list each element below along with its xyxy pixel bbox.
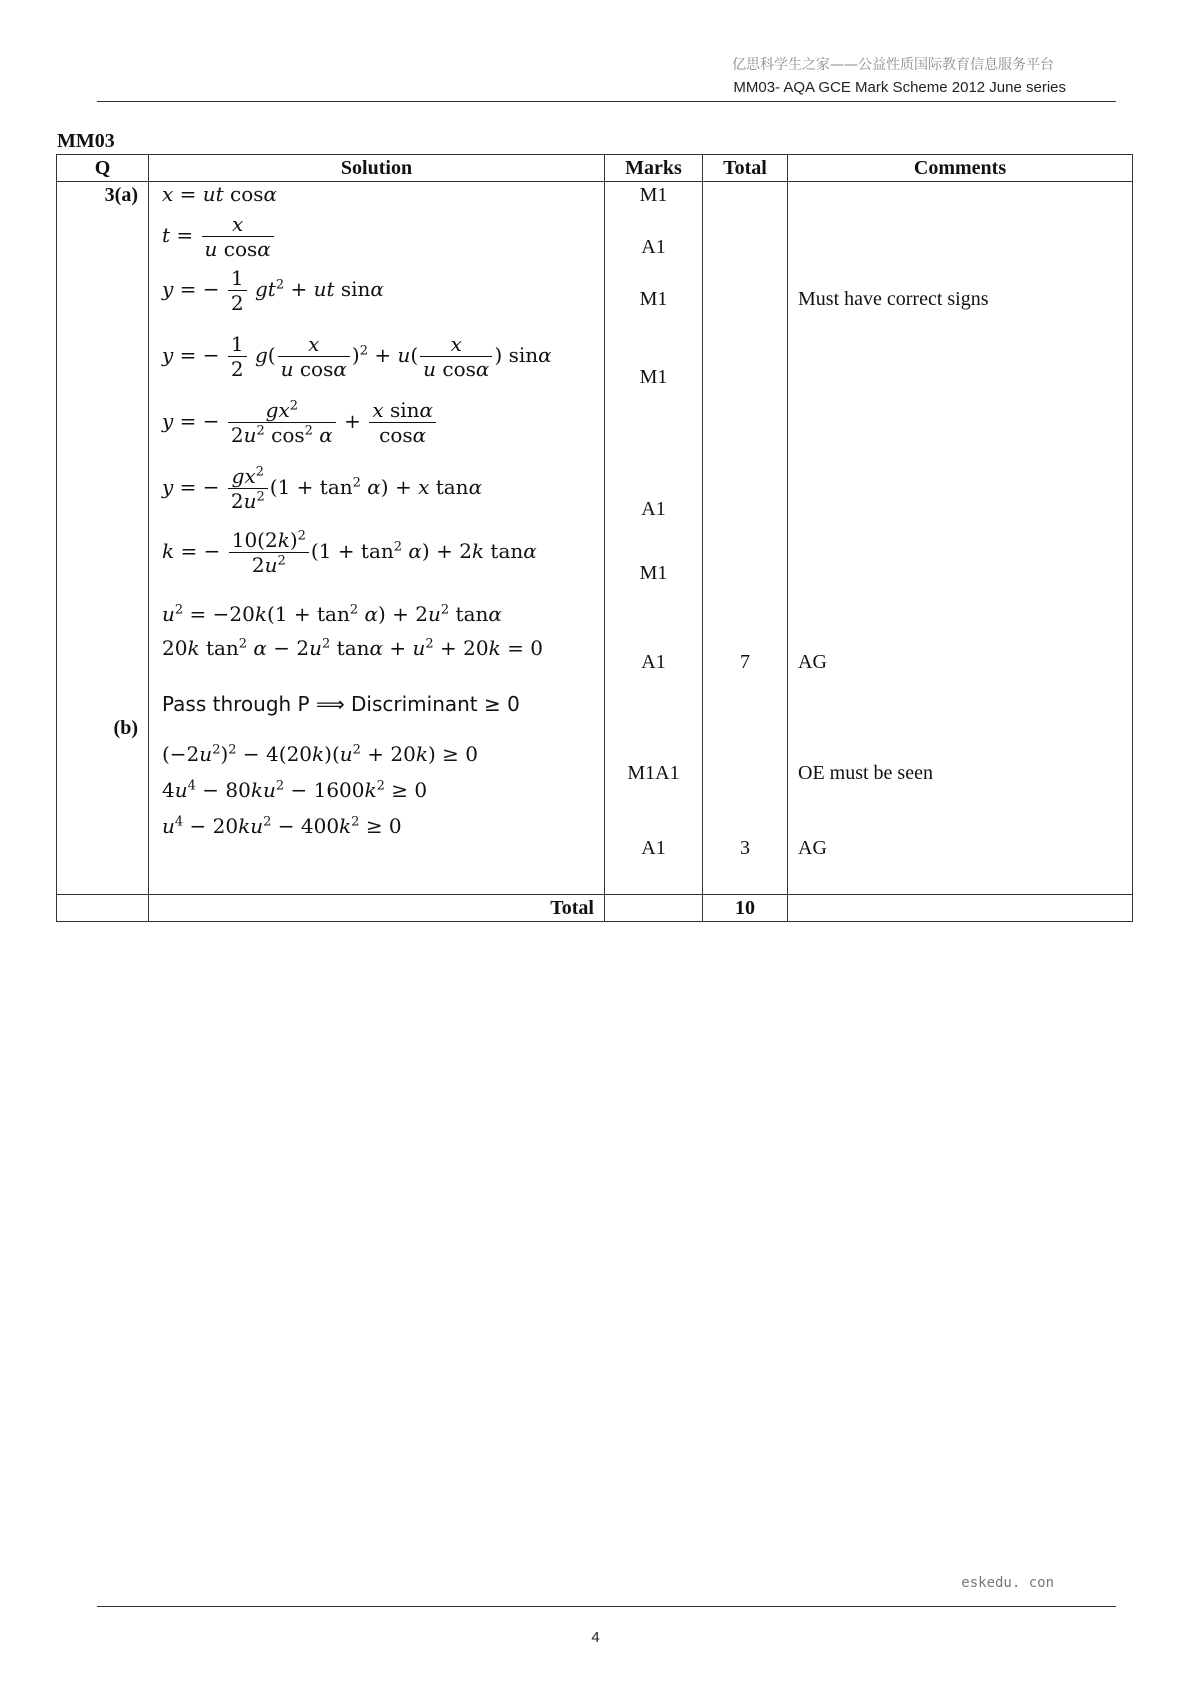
- part-a-label: 3(a): [104, 184, 138, 206]
- mark-9: A1: [641, 837, 666, 859]
- mark-3: M1: [639, 288, 668, 310]
- total-part-b: 3: [740, 837, 750, 859]
- footer-divider: [97, 1606, 1116, 1607]
- solution-line-2: t = $\frac{x}{\text{u cosα}}$: [162, 212, 604, 261]
- header-marks: Marks: [605, 155, 703, 182]
- solution-pass-through: Pass through P ⟹ Discriminant ≥ 0: [162, 692, 520, 716]
- total-row-comments: [788, 895, 1133, 922]
- solution-line-12: $u^4 - 20ku^2 - 400k^2 \ge 0$: [162, 814, 402, 838]
- solution-line-11: $4u^4 - 80ku^2 - 1600k^2 \ge 0$: [162, 778, 428, 802]
- mark-scheme-table: [56, 154, 1133, 922]
- mark-scheme-header-text: MM03- AQA GCE Mark Scheme 2012 June series: [733, 79, 1066, 96]
- footer-site-text: eskedu. con: [961, 1575, 1054, 1591]
- header-q: Q: [57, 155, 149, 182]
- mark-4: M1: [639, 366, 668, 388]
- header-comments: Comments: [788, 155, 1133, 182]
- comment-2: AG: [798, 651, 827, 673]
- solution-line-1: x = ut cosα: [162, 182, 278, 206]
- solution-line-6: y = − $\frac{gx^2}{2u^2}$ $(1 + \tan^2 \alpha) + x$ tanα: [162, 464, 483, 513]
- question-3-row: [57, 182, 1133, 895]
- total-row-q: [57, 895, 149, 922]
- total-part-a: 7: [740, 651, 750, 673]
- question-cell: [57, 182, 149, 895]
- platform-header-text: 亿思科学生之家——公益性质国际教育信息服务平台: [732, 57, 1054, 73]
- solution-cell: [149, 182, 605, 895]
- solution-line-8: $u^2 = -20k(1 + \tan^2 \alpha) + 2u^2$ tanα: [162, 602, 502, 626]
- total-row: [57, 895, 1133, 922]
- solution-line-9: 20k $\tan^2 \alpha - 2u^2$ $\tan\alpha + u^2 + 20k = 0$: [162, 636, 543, 660]
- total-cell: [703, 182, 788, 895]
- part-b-label: (b): [113, 717, 138, 739]
- solution-line-10: $(-2u^2)^2 - 4(20k)(u^2 + 20k) \ge 0$: [162, 742, 478, 766]
- mark-5: A1: [641, 498, 666, 520]
- mark-6: M1: [639, 562, 668, 584]
- table-header-row: [57, 155, 1133, 182]
- solution-line-5: y = − $\frac{gx^2}{2u^2 \cos^2 \alpha}$ + $\frac{\text{x sinα}}{\cos\alpha}$: [162, 398, 604, 447]
- mark-8: M1A1: [627, 762, 680, 784]
- total-label: Total: [149, 895, 605, 922]
- header-divider: [97, 101, 1116, 102]
- mark-1: M1: [639, 184, 668, 206]
- paper-title: MM03: [57, 130, 115, 152]
- solution-line-3: y = − $\frac{1}{2}$ $gt^2$ + ut sinα: [162, 266, 384, 315]
- page-number: 4: [591, 1629, 600, 1646]
- marks-cell: [605, 182, 703, 895]
- solution-line-7: k = − $\frac{10(2k)^2}{2u^2}$ $(1 + \tan^2 \alpha) + 2k$ tanα: [162, 528, 537, 577]
- mark-7: A1: [641, 651, 666, 673]
- header-solution: Solution: [149, 155, 605, 182]
- total-value: 10: [703, 895, 788, 922]
- mark-2: A1: [641, 236, 666, 258]
- comment-3: OE must be seen: [798, 762, 933, 784]
- comment-1: Must have correct signs: [798, 288, 989, 310]
- header-total: Total: [703, 155, 788, 182]
- comment-4: AG: [798, 837, 827, 859]
- total-row-marks: [605, 895, 703, 922]
- solution-line-4: y = − $\frac{1}{2}$ g( $\frac{x}{\text{u cosα}}$ )$^2$ + u( $\frac{x}{\text{u cosα}}$ ) sinα: [162, 332, 552, 381]
- comments-cell: [788, 182, 1133, 895]
